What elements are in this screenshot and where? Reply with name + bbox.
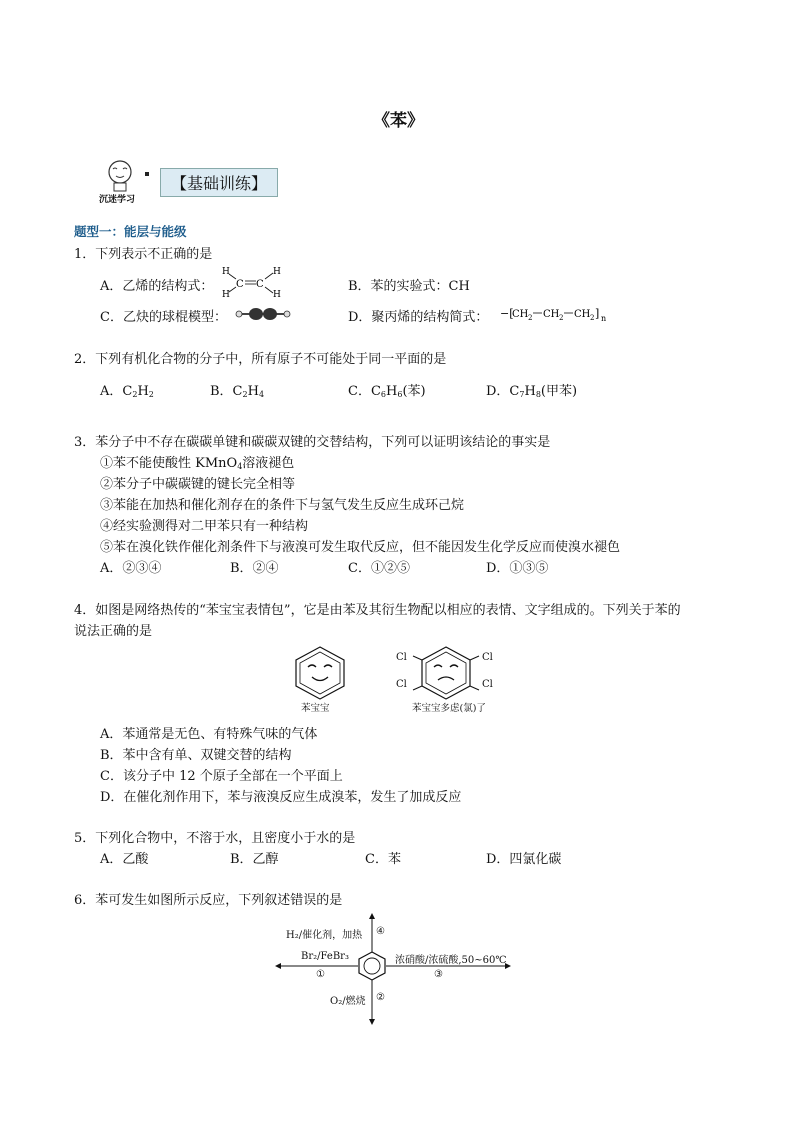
q5-option-d: D．四氯化碳 bbox=[486, 852, 562, 867]
q3-option-b: B．②④ bbox=[230, 561, 279, 576]
c-atom: C bbox=[236, 279, 244, 290]
q4-option-d: D．在催化剂作用下，苯与液溴反应生成溴苯，发生了加成反应 bbox=[100, 790, 462, 805]
q1-stem: 1．下列表示不正确的是 bbox=[74, 247, 213, 262]
q2-option-b: B．$C_2H_4$ bbox=[210, 384, 265, 399]
q1-option-b: B．苯的实验式：CH bbox=[348, 279, 470, 294]
mascot-icon bbox=[101, 159, 141, 193]
acetylene-ball-stick-model bbox=[234, 304, 292, 324]
study-mascot-logo bbox=[101, 159, 141, 205]
cl-label: Cl bbox=[482, 679, 493, 690]
benzene-ring bbox=[359, 952, 385, 980]
q5-option-b: B．乙醇 bbox=[230, 852, 279, 867]
polypropylene-formula bbox=[500, 302, 616, 324]
reaction-1-label: Br₂/FeBr₃ bbox=[301, 951, 349, 962]
q3-stem: 3．苯分子中不存在碳碳单键和碳碳双键的交替结构，下列可以证明该结论的事实是 bbox=[74, 435, 551, 450]
reaction-1-number: ① bbox=[316, 969, 325, 980]
section-banner: 【基础训练】 bbox=[160, 168, 278, 197]
q3-statement-1: ①苯不能使酸性 KMnO$_4$溶液褪色 bbox=[100, 456, 295, 471]
q5-option-c: C．苯 bbox=[365, 852, 401, 867]
q3-option-a: A．②③④ bbox=[100, 561, 162, 576]
q1-option-c: C．乙炔的球棍模型： bbox=[100, 310, 227, 325]
reaction-3-label: 浓硝酸/浓硫酸,50~60℃ bbox=[395, 955, 507, 966]
svg-text:2: 2 bbox=[559, 314, 564, 322]
q3-statement-5: ⑤苯在溴化铁作催化剂条件下与液溴可发生取代反应，但不能因发生化学反应而使溴水褪色 bbox=[100, 540, 621, 555]
h-atom: H bbox=[222, 267, 230, 277]
svg-text:−[: −[ bbox=[500, 307, 514, 320]
tetrachlorobenzene-caption: 苯宝宝多虑(氯)了 bbox=[412, 703, 486, 714]
q2-option-c: C．$C_6H_6$(苯) bbox=[348, 384, 426, 399]
svg-text:]: ] bbox=[595, 307, 600, 320]
svg-text:2: 2 bbox=[590, 314, 595, 322]
cl-label: Cl bbox=[396, 652, 407, 663]
q3-option-d: D．①③⑤ bbox=[486, 561, 549, 576]
cl-label: Cl bbox=[396, 679, 407, 690]
reaction-4-number: ④ bbox=[376, 926, 385, 937]
reaction-4-label: H₂/催化剂，加热 bbox=[286, 930, 363, 941]
benzene-baby-emoji bbox=[290, 645, 350, 701]
svg-text:CH: CH bbox=[512, 309, 529, 320]
q3-statement-4: ④经实验测得对二甲苯只有一种结构 bbox=[100, 519, 309, 534]
mascot-label: 沉迷学习 bbox=[99, 195, 136, 205]
bullet-dot bbox=[145, 172, 149, 176]
q4-option-a: A．苯通常是无色、有特殊气味的气体 bbox=[100, 727, 318, 742]
q2-stem: 2．下列有机化合物的分子中，所有原子不可能处于同一平面的是 bbox=[74, 352, 447, 367]
h-atom: H bbox=[273, 290, 281, 300]
page-title: 《苯》 bbox=[373, 111, 424, 131]
reaction-2-number: ② bbox=[376, 992, 385, 1003]
cl-label: Cl bbox=[482, 652, 493, 663]
q4-stem-line2: 说法正确的是 bbox=[74, 624, 153, 639]
ethylene-structure-formula bbox=[218, 263, 284, 303]
q6-stem: 6．苯可发生如图所示反应，下列叙述错误的是 bbox=[74, 893, 343, 908]
svg-text:CH: CH bbox=[574, 309, 591, 320]
q5-stem: 5．下列化合物中，不溶于水，且密度小于水的是 bbox=[74, 831, 356, 846]
svg-text:2: 2 bbox=[528, 314, 533, 322]
reaction-2-label: O₂/燃烧 bbox=[330, 996, 366, 1007]
h-atom: H bbox=[273, 267, 281, 277]
q4-option-b: B．苯中含有单、双键交替的结构 bbox=[100, 748, 292, 763]
svg-text:CH: CH bbox=[543, 309, 560, 320]
q3-option-c: C．①②⑤ bbox=[348, 561, 410, 576]
q4-stem-line1: 4．如图是网络热传的“苯宝宝表情包”，它是由苯及其衍生物配以相应的表情、文字组成的。下列关于苯的 bbox=[74, 603, 681, 618]
h-atom: H bbox=[222, 290, 230, 300]
svg-text:n: n bbox=[601, 314, 607, 323]
section-heading: 题型一：能层与能级 bbox=[74, 224, 187, 239]
benzene-baby-caption: 苯宝宝 bbox=[301, 703, 330, 714]
q3-statement-3: ③苯能在加热和催化剂存在的条件下与氢气发生反应生成环己烷 bbox=[100, 498, 465, 513]
c-atom: C bbox=[256, 279, 264, 290]
reaction-3-number: ③ bbox=[434, 969, 443, 980]
q1-option-d: D．聚丙烯的结构简式： bbox=[348, 310, 489, 325]
q2-option-a: A．$C_2H_2$ bbox=[100, 384, 154, 399]
q3-statement-2: ②苯分子中碳碳键的键长完全相等 bbox=[100, 477, 296, 492]
q2-option-d: D．$C_7H_8$(甲苯) bbox=[486, 384, 578, 399]
q1-option-a: A．乙烯的结构式： bbox=[100, 279, 214, 294]
tetrachlorobenzene-emoji bbox=[410, 645, 482, 701]
q5-option-a: A．乙酸 bbox=[100, 852, 149, 867]
q4-option-c: C．该分子中 12 个原子全部在一个平面上 bbox=[100, 769, 343, 784]
